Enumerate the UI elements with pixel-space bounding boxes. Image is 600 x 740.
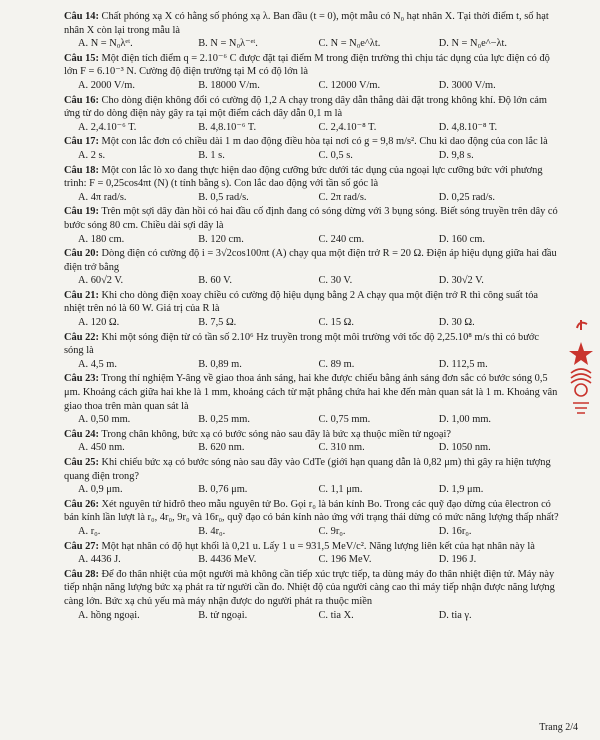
question-stem: Một điện tích điểm q = 2.10⁻⁶ C được đặt tại điểm M trong điện trường thì chịu tác dụng của lực điện có độ lớn F = 6.10⁻³ N. Cường độ điện trường tại M có độ lớn là — [64, 52, 550, 78]
answer-options — [64, 191, 559, 205]
answer-option: D. 160 cm. — [438, 233, 485, 245]
question-text — [64, 540, 559, 554]
question-stem: Một con lắc đơn có chiều dài 1 m dao động điều hòa tại nơi có g = 9,8 m/s². Chu kì dao động của con lắc là — [101, 136, 548, 148]
answer-option: A. N = N₀λᵉᵗ. — [78, 38, 133, 50]
question-stem: Khi một sóng điện từ có tần số 2.10⁶ Hz truyền trong một môi trường với tốc độ 2,25.10⁸ m/s thì có bước sóng là — [64, 331, 539, 357]
answer-option: B. 60 V. — [198, 275, 232, 287]
answer-option: C. 196 MeV. — [318, 554, 372, 566]
question-text — [64, 498, 559, 525]
answer-option: A. 2,4.10⁻⁶ T. — [78, 121, 137, 133]
question-text — [64, 372, 559, 413]
answer-option: D. tia γ. — [438, 609, 472, 621]
question-label: Câu 18: — [64, 164, 99, 176]
answer-option: D. 0,25 rad/s. — [438, 191, 496, 203]
answer-option: D. 1,00 mm. — [438, 414, 491, 426]
question-stem: Để đo thân nhiệt của một người mà không cần tiếp xúc trực tiếp, ta dùng máy đo thân nhiệt điện tử. Máy này tiếp nhận năng lượng bức xạ phát ra từ người cần đo. Nhiệt độ của người càng cao thì máy tiếp nhận được năng lượng càng lớn. Bức xạ chủ yếu mà máy nhận được do người phát ra thuộc miền — [64, 568, 555, 607]
answer-option: A. 60√2 V. — [78, 275, 124, 287]
answer-option: C. 89 m. — [318, 358, 355, 370]
red-stamp-icon — [567, 318, 595, 423]
answer-option: C. 9r₀. — [318, 525, 346, 537]
answer-option: A. 2000 V/m. — [78, 79, 135, 91]
answer-option: B. 7,5 Ω. — [198, 317, 237, 329]
question-label: Câu 19: — [64, 206, 99, 218]
question-stem: Xét nguyên tử hiđrô theo mẫu nguyên tử Bo. Gọi r₀ là bán kính Bo. Trong các quỹ đạo dừng của êlectron có bán kính lần lượt là r₀, 4r₀, 9r₀ và 16r₀, quỹ đạo có bán kính nào ứng với trạng thái dừng có mức năng lượng thấp nhất? — [64, 498, 559, 524]
question-stem: Một hạt nhân có độ hụt khối là 0,21 u. Lấy 1 u = 931,5 MeV/c². Năng lượng liên kết của hạt nhân này là — [101, 540, 535, 552]
question-text — [64, 135, 559, 149]
question-stem: Khi cho dòng điện xoay chiều có cường độ hiệu dụng bằng 2 A chạy qua một điện trở R thì công suất tỏa nhiệt trên nó là 60 W. Giá trị của R là — [64, 289, 539, 315]
answer-options — [64, 609, 559, 623]
question-text — [64, 10, 559, 37]
question-label: Câu 15: — [64, 52, 99, 64]
answer-options — [64, 233, 559, 247]
question-item — [64, 498, 559, 539]
answer-options — [64, 358, 559, 372]
answer-option: A. 0,50 mm. — [78, 414, 131, 426]
answer-option: B. 120 cm. — [198, 233, 244, 245]
question-label: Câu 26: — [64, 498, 99, 510]
question-text — [64, 164, 559, 191]
question-stem: Trong thí nghiệm Y-âng về giao thoa ánh sáng, hai khe được chiếu bằng ánh sáng đơn sắc có bước sóng 0,5 μm. Khoảng cách giữa hai khe là 1 mm, khoảng cách từ mặt phẳng chứa hai khe đến màn quan sát là 1 m. Khoảng vân giao thoa trên màn quan sát là — [64, 373, 558, 412]
answer-option: B. tử ngoại. — [198, 609, 248, 621]
answer-option: D. 112,5 m. — [438, 358, 488, 370]
question-item — [64, 540, 559, 567]
answer-option: C. 30 V. — [318, 275, 353, 287]
answer-option: C. N = N₀e^λt. — [318, 38, 381, 50]
answer-option: C. 0,5 s. — [318, 149, 353, 161]
answer-options — [64, 525, 559, 539]
question-label: Câu 16: — [64, 94, 99, 106]
answer-option: C. 310 nm. — [318, 442, 365, 454]
answer-option: A. r₀. — [78, 525, 101, 537]
answer-options — [64, 483, 559, 497]
question-label: Câu 21: — [64, 289, 99, 301]
answer-option: B. 1 s. — [198, 149, 225, 161]
answer-option: C. tia X. — [318, 609, 354, 621]
question-label: Câu 23: — [64, 373, 99, 385]
question-stem: Cho dòng điện không đổi có cường độ 1,2 A chạy trong dây dẫn thẳng dài đặt trong không khí. Độ lớn cảm ứng từ do dòng điện này gây ra tại một điểm cách dây dẫn 0,1 m là — [64, 94, 548, 120]
answer-option: A. 0,9 μm. — [78, 484, 123, 496]
answer-option: B. 0,89 m. — [198, 358, 242, 370]
answer-options — [64, 413, 559, 427]
question-text — [64, 331, 559, 358]
answer-option: C. 1,1 μm. — [318, 484, 363, 496]
question-text — [64, 52, 559, 79]
answer-option: D. 196 J. — [438, 554, 477, 566]
question-item — [64, 372, 559, 426]
question-label: Câu 22: — [64, 331, 99, 343]
answer-option: D. 4,8.10⁻⁸ T. — [438, 121, 498, 133]
answer-options — [64, 316, 559, 330]
question-item — [64, 289, 559, 330]
question-label: Câu 14: — [64, 11, 99, 22]
question-label: Câu 28: — [64, 568, 99, 580]
question-list — [64, 10, 559, 623]
answer-option: B. 4,8.10⁻⁶ T. — [198, 121, 257, 133]
question-item — [64, 10, 559, 51]
answer-options — [64, 149, 559, 163]
question-label: Câu 24: — [64, 428, 99, 440]
answer-option: D. N = N₀e^−λt. — [438, 38, 508, 50]
question-text — [64, 456, 559, 483]
question-stem: Chất phóng xạ X có hằng số phóng xạ λ. Ban đầu (t = 0), một mẫu có N₀ hạt nhân X. Tại thời điểm t, số hạt nhân X còn lại trong mẫu là — [64, 11, 549, 36]
answer-option: D. 1050 nm. — [438, 442, 491, 454]
answer-option: C. 240 cm. — [318, 233, 365, 245]
question-stem: Trên một sợi dây đàn hồi có hai đầu cố định đang có sóng dừng với 3 bụng sóng. Biết sóng truyền trên dây có bước sóng 80 cm. Chiều dài sợi dây là — [64, 206, 558, 231]
answer-option: B. 0,5 rad/s. — [198, 191, 249, 203]
question-label: Câu 20: — [64, 248, 99, 260]
question-label: Câu 17: — [64, 136, 99, 148]
question-text — [64, 94, 559, 121]
answer-option: A. 120 Ω. — [78, 317, 120, 329]
answer-option: C. 15 Ω. — [318, 317, 354, 329]
answer-option: B. 0,25 mm. — [198, 414, 250, 426]
answer-options — [64, 274, 559, 288]
answer-option: B. 0,76 μm. — [198, 484, 248, 496]
question-text — [64, 205, 559, 232]
question-stem: Một con lắc lò xo đang thực hiện dao động cưỡng bức dưới tác dụng của ngoại lực cưỡng bức với phương trình: F = 0,25cos4πt (N) (t tính bằng s). Con lắc dao động với tần số góc là — [64, 164, 543, 190]
answer-option: C. 2,4.10⁻⁸ T. — [318, 121, 377, 133]
question-text — [64, 428, 559, 442]
answer-option: A. 4,5 m. — [78, 358, 117, 370]
answer-option: B. 4r₀. — [198, 525, 226, 537]
question-item — [64, 568, 559, 622]
page-number: Trang 2/4 — [539, 722, 578, 733]
answer-option: C. 0,75 mm. — [318, 414, 371, 426]
question-item — [64, 428, 559, 455]
question-item — [64, 205, 559, 246]
answer-option: C. 12000 V/m. — [318, 79, 381, 91]
answer-option: A. hồng ngoại. — [78, 609, 140, 621]
answer-option: C. 2π rad/s. — [318, 191, 367, 203]
question-text — [64, 289, 559, 316]
answer-option: D. 3000 V/m. — [438, 79, 496, 91]
question-stem: Khi chiếu bức xạ có bước sóng nào sau đây vào CdTe (giới hạn quang dẫn là 0,82 μm) thì gây ra hiện tượng quang điện trong? — [64, 457, 551, 482]
question-item — [64, 135, 559, 162]
answer-option: A. 2 s. — [78, 149, 106, 161]
answer-option: D. 16r₀. — [438, 525, 472, 537]
question-item — [64, 52, 559, 93]
question-item — [64, 247, 559, 288]
answer-options — [64, 121, 559, 135]
question-label: Câu 25: — [64, 457, 99, 468]
answer-option: D. 30 Ω. — [438, 317, 475, 329]
answer-option: D. 1,9 μm. — [438, 484, 484, 496]
answer-options — [64, 79, 559, 93]
question-item — [64, 94, 559, 135]
answer-option: B. 18000 V/m. — [198, 79, 260, 91]
question-text — [64, 568, 559, 609]
answer-option: B. 4436 MeV. — [198, 554, 257, 566]
answer-option: D. 30√2 V. — [438, 275, 484, 287]
question-item — [64, 331, 559, 372]
answer-option: A. 4436 J. — [78, 554, 121, 566]
answer-option: B. 620 nm. — [198, 442, 245, 454]
answer-option: A. 450 nm. — [78, 442, 125, 454]
question-item — [64, 456, 559, 497]
answer-option: D. 9,8 s. — [438, 149, 474, 161]
answer-options — [64, 441, 559, 455]
answer-options — [64, 553, 559, 567]
question-stem: Dòng điện có cường độ i = 3√2cos100πt (A) chạy qua một điện trở R = 20 Ω. Điện áp hiệu dụng giữa hai đầu điện trở bằng — [64, 248, 557, 273]
question-stem: Trong chân không, bức xạ có bước sóng nào sau đây là bức xạ thuộc miền tử ngoại? — [101, 428, 452, 440]
question-item — [64, 164, 559, 205]
question-label: Câu 27: — [64, 540, 99, 552]
answer-option: A. 4π rad/s. — [78, 191, 127, 203]
question-text — [64, 247, 559, 274]
answer-option: A. 180 cm. — [78, 233, 125, 245]
answer-options — [64, 37, 559, 51]
answer-option: B. N = N₀λ⁻ᵉᵗ. — [198, 38, 258, 50]
